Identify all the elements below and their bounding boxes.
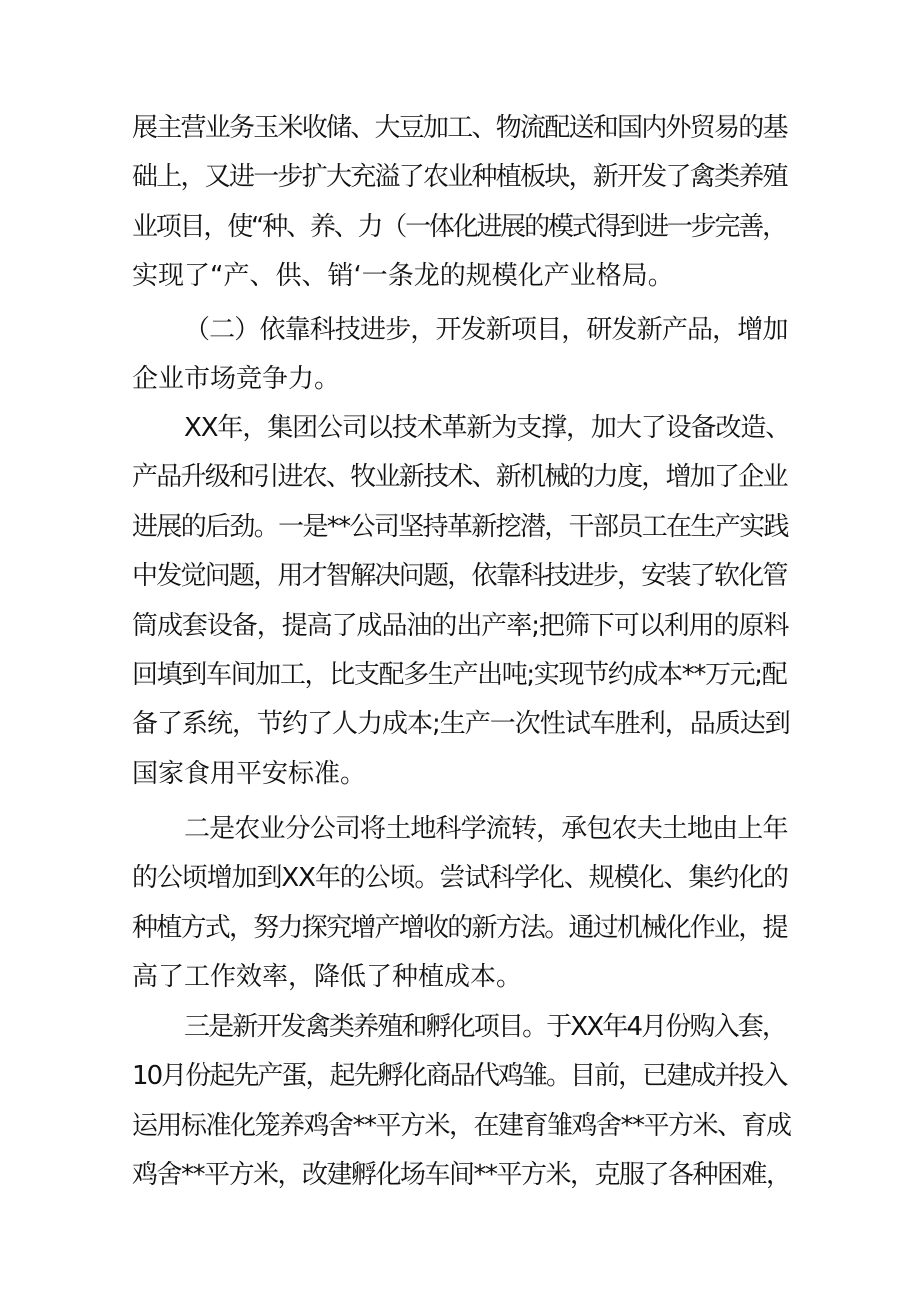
- paragraph-3-line-1: XX年，集团公司以技术革新为支撑，加大了设备改造、: [184, 413, 791, 443]
- paragraph-5-line-1: 三是新开发禽类养殖和孵化项目。于XX年4月份购入套，: [184, 1012, 787, 1042]
- paragraph-1: [132, 104, 792, 302]
- paragraph-3-line-7: 备了系统，节约了人力成本;生产一次性试车胜利，品质达到: [132, 709, 790, 740]
- paragraph-3: [132, 404, 792, 799]
- paragraph-4-line-2: 的公顷增加到XX年的公顷。尝试科学化、规模化、集约化的: [132, 863, 788, 894]
- paragraph-3-line-6: 回填到车间加工，比支配多生产出吨;实现节约成本**万元;配: [132, 659, 787, 690]
- paragraph-5-line-2: 10月份起先产蛋，起先孵化商品代鸡雏。目前，已建成并投入: [132, 1061, 787, 1092]
- paragraph-4: [132, 805, 792, 1003]
- paragraph-3-line-3: 进展的后劲。一是**公司坚持革新挖潜，干部员工在生产实践: [132, 511, 788, 542]
- paragraph-2-line-1: （二）依靠科技进步，开发新项目，研发新产品，增加: [184, 315, 788, 345]
- paragraph-4-line-4: 高了工作效率，降低了种植成本。: [132, 962, 523, 993]
- paragraph-5-line-4: 鸡舍**平方米，改建孵化场车间**平方米，克服了各种困难，: [132, 1160, 791, 1191]
- paragraph-3-line-2: 产品升级和引进农、牧业新技术、新机械的力度，增加了企业: [132, 462, 787, 493]
- paragraph-1-line-1: 展主营业务玉米收储、大豆加工、物流配送和国内外贸易的基: [132, 113, 787, 143]
- paragraph-5-line-3: 运用标准化笼养鸡舍**平方米，在建育雏鸡舍**平方米、育成: [132, 1110, 791, 1141]
- paragraph-5: [132, 1003, 792, 1201]
- paragraph-2-line-2: 企业市场竞争力。: [132, 364, 341, 395]
- paragraph-3-line-8: 国家食用平安标准。: [132, 758, 367, 789]
- paragraph-1-line-2: 础上，又进一步扩大充溢了农业种植板块，新开发了禽类养殖: [132, 162, 787, 193]
- paragraph-4-line-1: 二是农业分公司将土地科学流转，承包农夫土地由上年: [184, 814, 788, 844]
- paragraph-1-line-4: 实现了“产、供、销‘一条龙的规模化产业格局。: [132, 261, 674, 292]
- paragraph-1-line-3: 业项目，使“种、养、力（一体化进展的模式得到进一步完善，: [132, 211, 786, 242]
- paragraph-2: [132, 306, 792, 405]
- paragraph-3-line-5: 筒成套设备，提高了成品油的出产率;把筛下可以利用的原料: [132, 610, 789, 641]
- paragraph-4-line-3: 种植方式，努力探究增产增收的新方法。通过机械化作业，提: [132, 912, 787, 943]
- paragraph-3-line-4: 中发觉问题，用才智解决问题，依靠科技进步，安装了软化管: [132, 561, 787, 592]
